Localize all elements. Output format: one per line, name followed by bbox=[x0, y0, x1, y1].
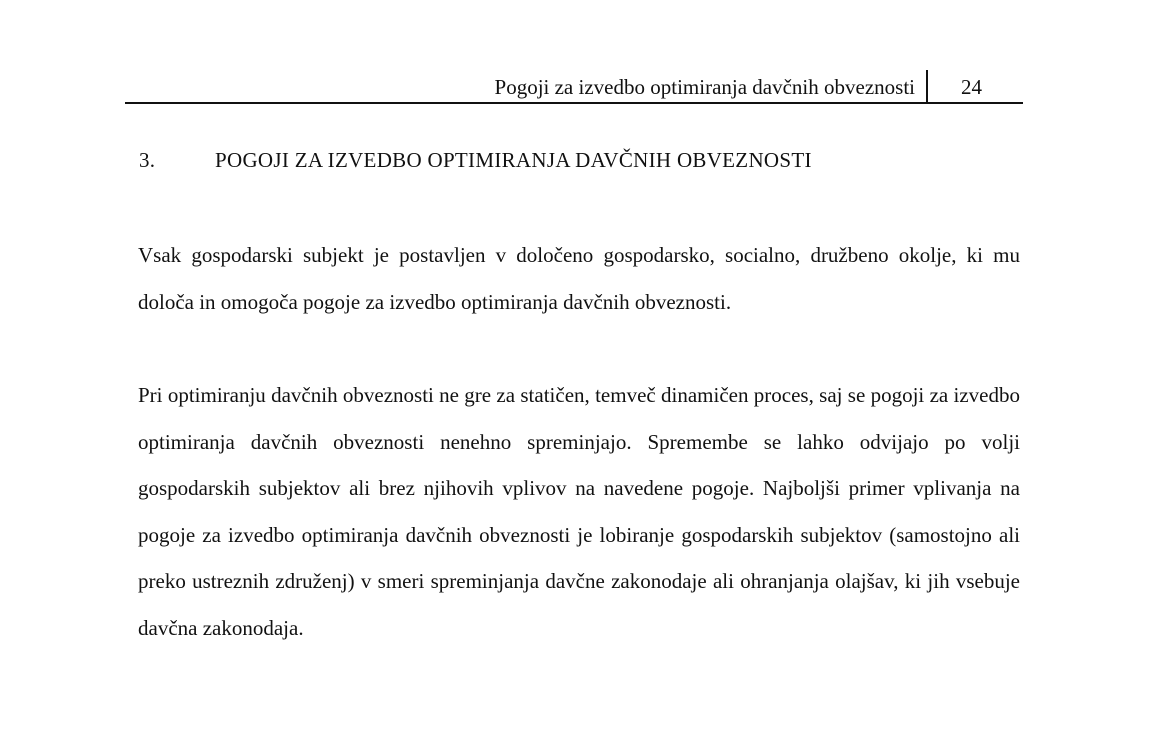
section-title: POGOJI ZA IZVEDBO OPTIMIRANJA DAVČNIH OBVEZNOSTI bbox=[215, 148, 812, 172]
section-number: 3. bbox=[139, 148, 156, 172]
running-header bbox=[125, 70, 1023, 104]
paragraph-1: Vsak gospodarski subjekt je postavljen v določeno gospodarsko, socialno, družbeno okolje, ki mu določa in omogoča pogoje za izvedbo optimiranja davčnih obveznosti. bbox=[138, 243, 1020, 314]
running-header-title: Pogoji za izvedbo optimiranja davčnih obveznosti bbox=[494, 75, 915, 99]
section-heading bbox=[139, 146, 1019, 176]
header-divider bbox=[926, 70, 928, 102]
paragraph-2: Pri optimiranju davčnih obveznosti ne gre za statičen, temveč dinamičen proces, saj se pogoji za izvedbo optimiranja davčnih obveznosti nenehno spreminjajo. Spremembe se lahko odvijajo po volji gospodarskih subjektov ali brez njihovih vplivov na navedene pogoje. Najboljši primer vplivanja na pogoje za izvedbo optimiranja davčnih obveznosti je lobiranje gospodarskih subjektov (samostojno ali preko ustreznih združenj) v smeri spreminjanja davčne zakonodaje ali ohranjanja olajšav, ki jih vsebuje davčna zakonodaja. bbox=[138, 383, 1020, 640]
page-number: 24 bbox=[961, 75, 982, 99]
